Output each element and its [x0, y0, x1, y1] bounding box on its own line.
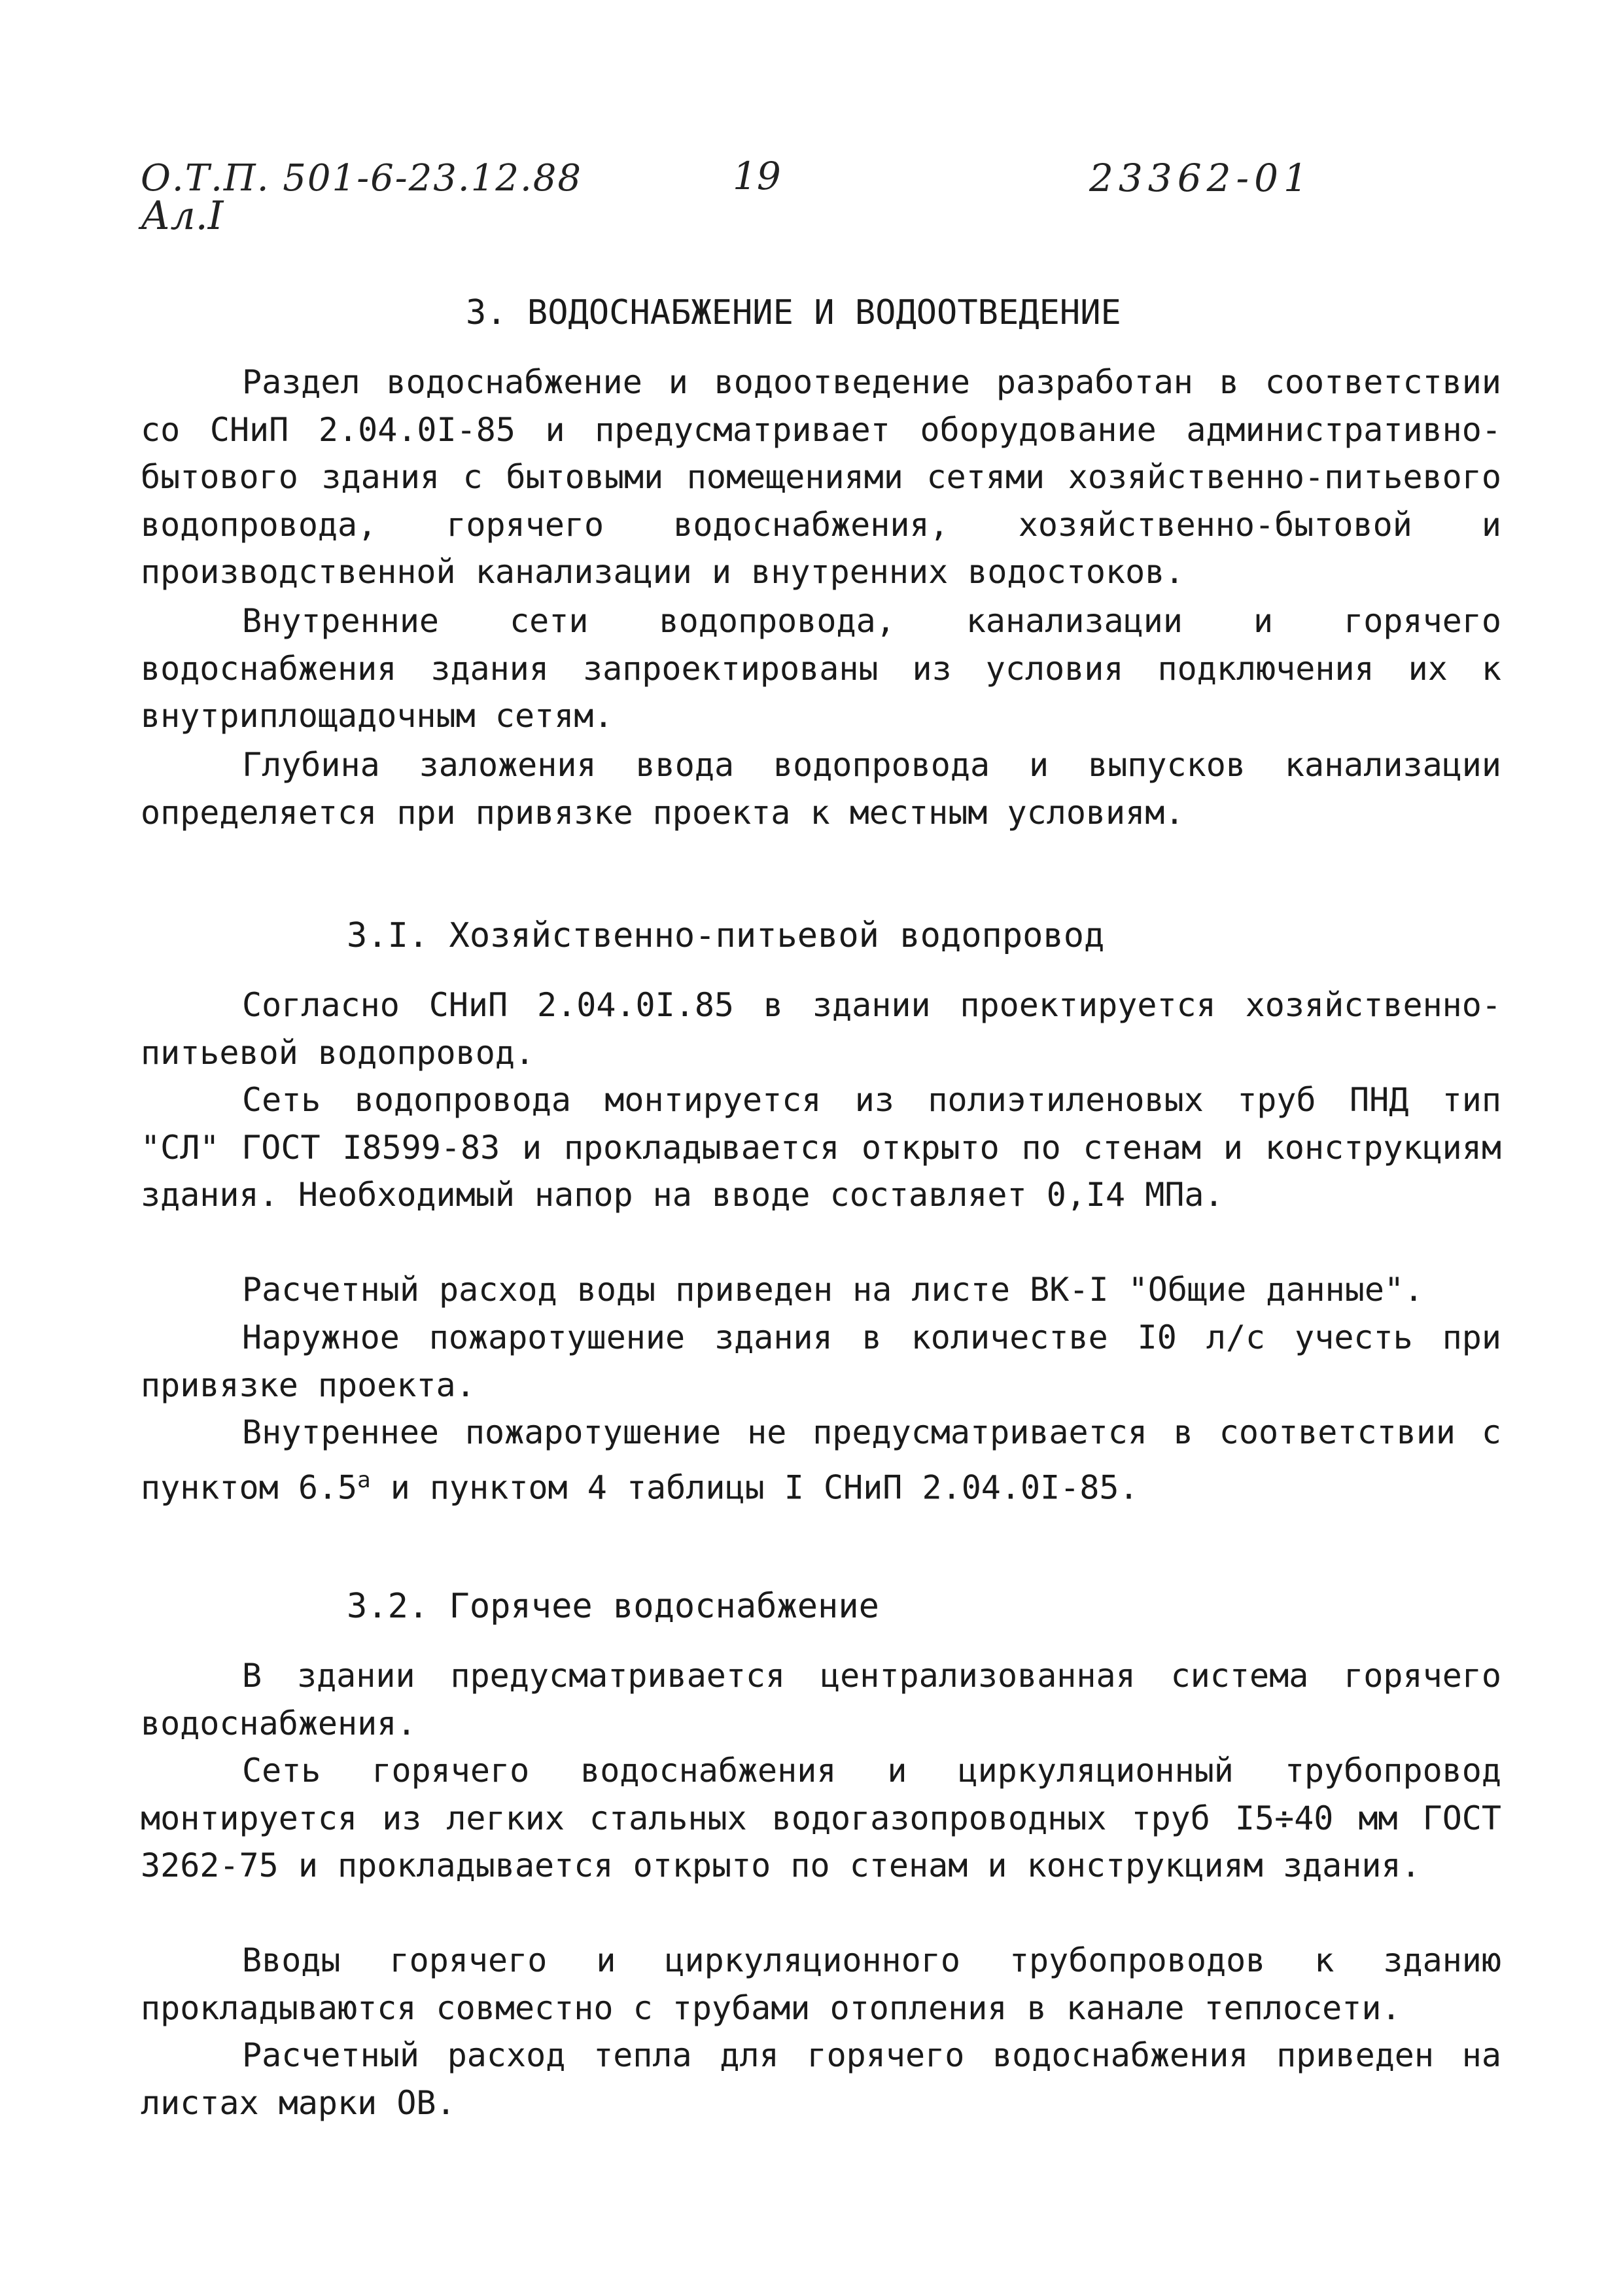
section-3-2-paragraph-3: Вводы горячего и циркуляционного трубопроводов к зданию прокладываются совместно с трубами отопления в канале теплосети.	[141, 1941, 1501, 2027]
section-3-1-paragraph-4: Наружное пожаротушение здания в количестве I0 л/с учесть при привязке проекта.	[141, 1318, 1501, 1404]
section-3-2-paragraph-4: Расчетный расход тепла для горячего водоснабжения приведен на листах марки ОВ.	[141, 2036, 1501, 2122]
document-cipher: О.Т.П. 501-6-23.12.88	[141, 157, 583, 200]
document-number: 23362-01	[1089, 156, 1313, 200]
section-3-2-paragraph-1: В здании предусматривается централизованная система горячего водоснабжения.	[141, 1657, 1501, 1742]
section-3-2-paragraph-2: Сеть горячего водоснабжения и циркуляционный трубопровод монтируется из легких стальных водогазопроводных труб I5÷40 мм ГОСТ 3262-75 и прокладывается открыто по стенам и конструкциям здания.	[141, 1752, 1501, 1884]
section-3-1-paragraph-5-tail: и пунктом 4 таблицы I СНиП 2.04.0I-85.	[370, 1468, 1139, 1507]
section-3-2-title: 3.2. Горячее водоснабжение	[347, 1587, 879, 1626]
section-3-paragraph-3: Глубина заложения ввода водопровода и выпусков канализации определяется при привязке проекта к местным условиям.	[141, 746, 1501, 832]
section-3-1-paragraph-3: Расчетный расход воды приведен на листе ВК-I "Общие данные".	[242, 1271, 1424, 1309]
section-3-paragraph-2: Внутренние сети водопровода, канализации и горячего водоснабжения здания запроектированы из условия подключения их к внутриплощадочным сетям.	[141, 602, 1501, 735]
section-3-title: 3. ВОДОСНАБЖЕНИЕ И ВОДООТВЕДЕНИЕ	[466, 293, 1121, 332]
album-label: Ал.I	[141, 193, 224, 239]
section-3-1-paragraph-2: Сеть водопровода монтируется из полиэтиленовых труб ПНД тип "СЛ" ГОСТ I8599-83 и прокладывается открыто по стенам и конструкциям здания. Необходимый напор на вводе составляет 0,I4 МПа.	[141, 1081, 1501, 1214]
section-3-paragraph-1: Раздел водоснабжение и водоотведение разработан в соответствии со СНиП 2.04.0I-85 и предусматривает оборудование административно-бытового здания с бытовыми помещениями сетями хозяйственно-питьевого водопровода, горячего водоснабжения, хозяйственно-бытовой и производственной канализации и внутренних водостоков.	[141, 363, 1501, 591]
page-number: 19	[733, 154, 781, 198]
section-3-1-paragraph-1: Согласно СНиП 2.04.0I.85 в здании проектируется хозяйственно-питьевой водопровод.	[141, 986, 1501, 1072]
section-3-1-title: 3.I. Хозяйственно-питьевой водопровод	[347, 916, 1105, 955]
superscript-a: а	[357, 1466, 371, 1493]
section-3-1-paragraph-5-text: Внутреннее пожаротушение не предусматривается в соответствии с пунктом 6.5	[141, 1413, 1501, 1507]
section-3-1-paragraph-5	[141, 1409, 1501, 1511]
